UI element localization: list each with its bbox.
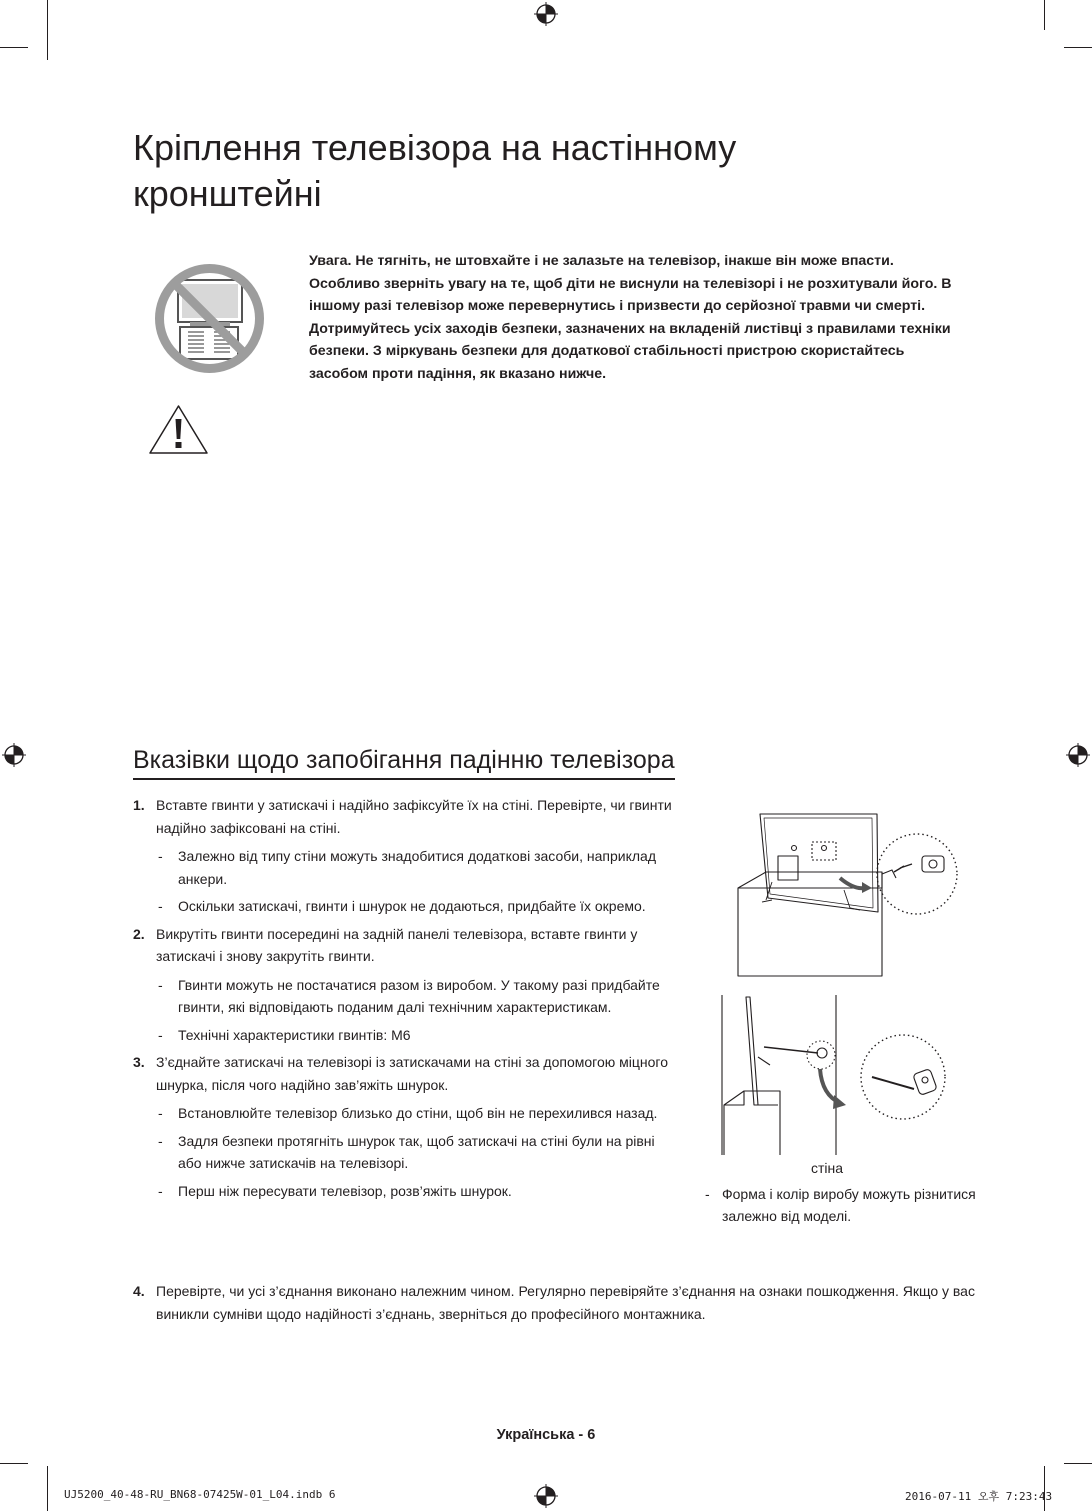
crop-mark (1064, 1463, 1092, 1464)
list-item: - Технічні характеристики гвинтів: M6 (156, 1024, 678, 1047)
tv-bracket-illustration (732, 806, 960, 984)
figure-caption: стіна (811, 1160, 844, 1176)
crop-mark (0, 1463, 28, 1464)
wall-cord-illustration (718, 995, 948, 1157)
registration-mark-icon (534, 1484, 558, 1508)
caution-triangle-icon (148, 404, 209, 455)
list-item: - Перш ніж пересувати телевізор, розв’яжіть шнурок. (156, 1180, 678, 1203)
no-climbing-tv-icon (152, 261, 267, 376)
list-item: - Задля безпеки протягніть шнурок так, щоб затискачі на стіні були на рівні або нижче затискачів на телевізорі. (156, 1130, 678, 1175)
list-item: 2. Викрутіть гвинти посередині на задній панелі телевізора, вставте гвинти у затискачі і знову закрутіть гвинти. - Гвинти можуть не постачатися разом із виробом. У такому разі придбайте гвинти, які відповідають поданим далі технічним характеристикам. - Технічні характеристики гвинтів: M6 (133, 923, 678, 1047)
date-slug: 2016-07-11 오후 7:23:43 (905, 1490, 1053, 1503)
page-number: Українська - 6 (496, 1427, 596, 1443)
steps-list (133, 794, 678, 1207)
figure-note: - Форма і колір виробу можуть різнитися залежно від моделі. (705, 1183, 982, 1227)
list-item: - Гвинти можуть не постачатися разом із виробом. У такому разі придбайте гвинти, які відповідають поданим далі технічним характеристикам. (156, 974, 678, 1019)
registration-mark-icon (1066, 743, 1090, 767)
list-item: - Залежно від типу стіни можуть знадобитися додаткові засоби, наприклад анкери. (156, 845, 678, 890)
list-item: 3. З’єднайте затискачі на телевізорі із затискачами на стіні за допомогою міцного шнурка, після чого надійно зав’яжіть шнурок. - Встановлюйте телевізор близько до стіни, щоб він не перехилився назад. - Задля безпеки протягніть шнурок так, щоб затискачі на стіні були на рівні або нижче затискачів на телевізорі. - Перш ніж пересувати телевізор, розв’яжіть шнурок. (133, 1051, 678, 1202)
page-title: Кріплення телевізора на настінному кронштейні (133, 127, 737, 214)
registration-mark-icon (534, 2, 558, 26)
crop-mark (1064, 47, 1092, 48)
crop-mark (47, 1466, 48, 1511)
crop-mark (1044, 0, 1045, 30)
section-title: Вказівки щодо запобігання падінню телевізора (133, 744, 675, 780)
list-item: 4. Перевірте, чи усі з’єднання виконано належним чином. Регулярно перевіряйте з’єднання на ознаки пошкодження. Якщо у вас виникли сумніви щодо надійності з’єднань, зверніться до професійного монтажника. (133, 1283, 975, 1322)
warning-text: Увага. Не тягніть, не штовхайте і не залазьте на телевізор, інакше він може впасти. Особливо зверніть увагу на те, щоб діти не виснули на телевізорі і не розхитували його. В іншому разі телевізор може перевернутись і призвести до серйозної травми чи смерті. Дотримуйтесь усіх заходів безпеки, зазначених на вкладеній листівці з правилами техніки безпеки. З міркувань безпеки для додаткової стабільності пристрою скористайтесь засобом проти падіння, як вказано нижче. (309, 253, 952, 382)
list-item: - Встановлюйте телевізор близько до стіни, щоб він не перехилився назад. (156, 1102, 678, 1125)
list-item: 1. Вставте гвинти у затискачі і надійно зафіксуйте їх на стіні. Перевірте, чи гвинти надійно зафіксовані на стіні. - Залежно від типу стіни можуть знадобитися додаткові засоби, наприклад анкери. - Оскільки затискачі, гвинти і шнурок не додаються, придбайте їх окремо. (133, 794, 678, 918)
list-item: - Оскільки затискачі, гвинти і шнурок не додаються, придбайте їх окремо. (156, 895, 678, 918)
crop-mark (0, 47, 28, 48)
registration-mark-icon (2, 743, 26, 767)
crop-mark (47, 0, 48, 60)
file-slug: UJ5200_40-48-RU_BN68-07425W-01_L04.indb 6 (64, 1488, 336, 1501)
